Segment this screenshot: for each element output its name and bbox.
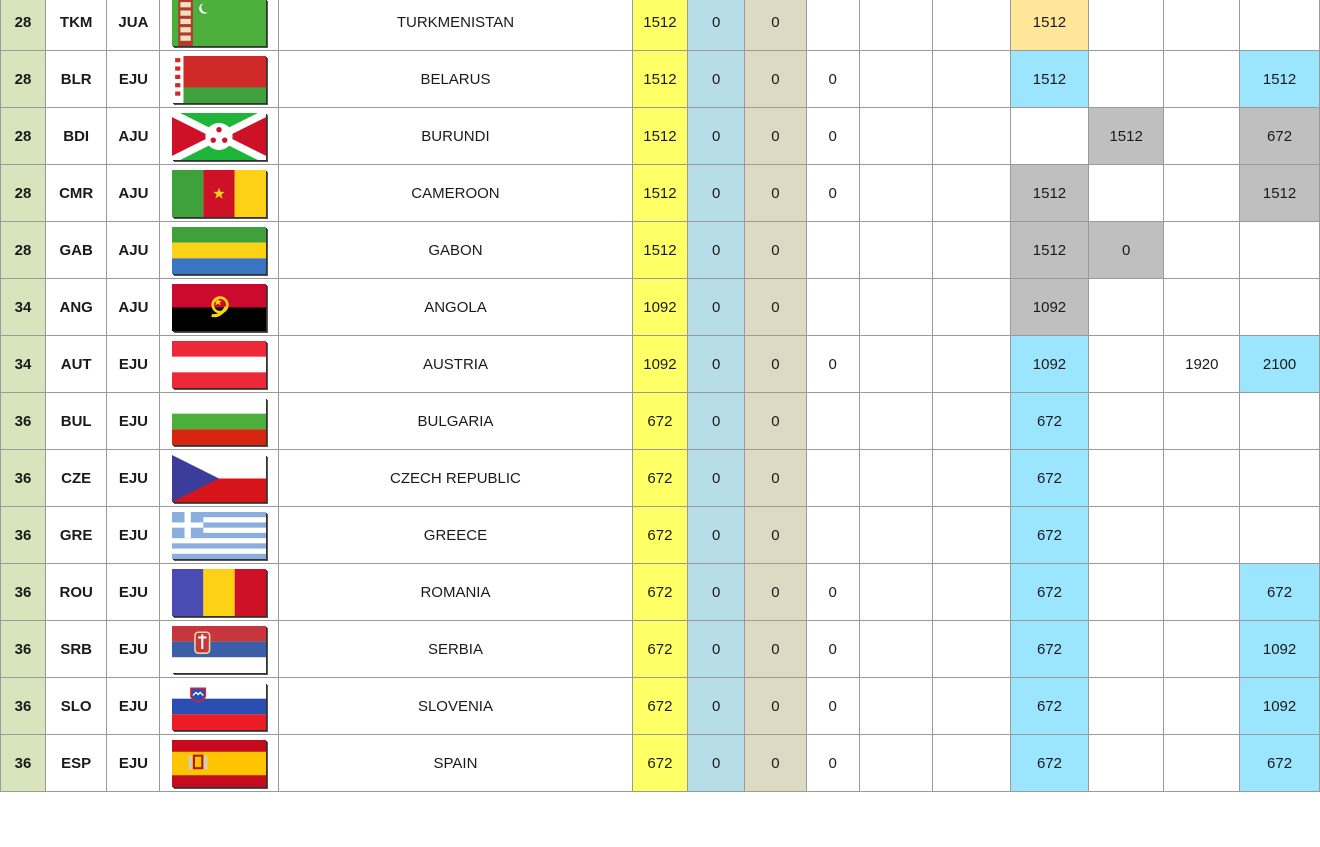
points-cell: 0 bbox=[688, 165, 745, 222]
burundi-flag-icon bbox=[172, 113, 266, 160]
points-cell: 0 bbox=[745, 450, 806, 507]
points-cell: 0 bbox=[745, 393, 806, 450]
event-points-cell bbox=[1240, 393, 1320, 450]
event-points-cell bbox=[1164, 108, 1240, 165]
table-row bbox=[1, 165, 1320, 222]
event-points-cell: 672 bbox=[1240, 108, 1320, 165]
flag-cell bbox=[160, 279, 279, 336]
ranking-rows bbox=[1, 0, 1320, 792]
points-cell bbox=[859, 393, 933, 450]
country-code-cell: BUL bbox=[45, 393, 106, 450]
points-cell: 0 bbox=[745, 678, 806, 735]
country-code-cell: ROU bbox=[45, 564, 106, 621]
union-cell: EJU bbox=[107, 450, 160, 507]
table-row bbox=[1, 735, 1320, 792]
event-points-cell bbox=[1088, 678, 1164, 735]
points-cell bbox=[933, 393, 1011, 450]
points-cell: 0 bbox=[688, 108, 745, 165]
points-cell bbox=[859, 678, 933, 735]
points-cell bbox=[933, 564, 1011, 621]
flag-cell bbox=[160, 507, 279, 564]
points-cell bbox=[859, 336, 933, 393]
event-points-cell bbox=[1088, 336, 1164, 393]
rank-cell: 34 bbox=[1, 336, 46, 393]
total-points-cell: 672 bbox=[632, 393, 687, 450]
event-points-cell bbox=[1088, 450, 1164, 507]
event-points-cell: 1512 bbox=[1240, 165, 1320, 222]
event-points-cell: 672 bbox=[1011, 507, 1089, 564]
points-cell: 0 bbox=[806, 735, 859, 792]
event-points-cell: 1512 bbox=[1011, 0, 1089, 51]
event-points-cell: 0 bbox=[1088, 222, 1164, 279]
flag-cell bbox=[160, 450, 279, 507]
points-cell: 0 bbox=[688, 735, 745, 792]
country-code-cell: CMR bbox=[45, 165, 106, 222]
country-code-cell: CZE bbox=[45, 450, 106, 507]
rank-cell: 36 bbox=[1, 393, 46, 450]
points-cell bbox=[859, 222, 933, 279]
total-points-cell: 672 bbox=[632, 450, 687, 507]
table-row bbox=[1, 450, 1320, 507]
event-points-cell bbox=[1240, 450, 1320, 507]
table-row bbox=[1, 51, 1320, 108]
points-cell: 0 bbox=[688, 393, 745, 450]
total-points-cell: 672 bbox=[632, 735, 687, 792]
table-row bbox=[1, 108, 1320, 165]
points-cell bbox=[933, 0, 1011, 51]
total-points-cell: 1092 bbox=[632, 336, 687, 393]
flag-cell bbox=[160, 735, 279, 792]
event-points-cell: 1512 bbox=[1011, 165, 1089, 222]
points-cell bbox=[806, 0, 859, 51]
event-points-cell bbox=[1164, 450, 1240, 507]
points-cell: 0 bbox=[745, 108, 806, 165]
event-points-cell bbox=[1164, 735, 1240, 792]
country-name-cell: BELARUS bbox=[279, 51, 633, 108]
points-cell bbox=[859, 279, 933, 336]
points-cell: 0 bbox=[688, 564, 745, 621]
country-name-cell: CAMEROON bbox=[279, 165, 633, 222]
points-cell: 0 bbox=[688, 507, 745, 564]
points-cell bbox=[933, 279, 1011, 336]
points-cell bbox=[933, 51, 1011, 108]
points-cell: 0 bbox=[745, 279, 806, 336]
points-cell: 0 bbox=[806, 678, 859, 735]
points-cell bbox=[859, 564, 933, 621]
union-cell: EJU bbox=[107, 678, 160, 735]
romania-flag-icon bbox=[172, 569, 266, 616]
points-cell bbox=[933, 450, 1011, 507]
country-code-cell: AUT bbox=[45, 336, 106, 393]
event-points-cell bbox=[1088, 621, 1164, 678]
flag-cell bbox=[160, 108, 279, 165]
rank-cell: 36 bbox=[1, 735, 46, 792]
country-code-cell: ANG bbox=[45, 279, 106, 336]
rank-cell: 28 bbox=[1, 108, 46, 165]
gabon-flag-icon bbox=[172, 227, 266, 274]
points-cell: 0 bbox=[745, 0, 806, 51]
points-cell: 0 bbox=[745, 222, 806, 279]
points-cell: 0 bbox=[688, 678, 745, 735]
union-cell: EJU bbox=[107, 51, 160, 108]
rank-cell: 28 bbox=[1, 165, 46, 222]
points-cell: 0 bbox=[806, 564, 859, 621]
points-cell bbox=[859, 507, 933, 564]
points-cell bbox=[859, 0, 933, 51]
event-points-cell bbox=[1088, 51, 1164, 108]
event-points-cell bbox=[1240, 222, 1320, 279]
points-cell bbox=[859, 108, 933, 165]
points-cell bbox=[933, 336, 1011, 393]
event-points-cell: 1512 bbox=[1011, 51, 1089, 108]
event-points-cell bbox=[1240, 0, 1320, 51]
country-name-cell: BULGARIA bbox=[279, 393, 633, 450]
event-points-cell: 1092 bbox=[1240, 678, 1320, 735]
event-points-cell bbox=[1164, 165, 1240, 222]
union-cell: EJU bbox=[107, 507, 160, 564]
event-points-cell bbox=[1088, 279, 1164, 336]
points-cell bbox=[859, 51, 933, 108]
country-code-cell: TKM bbox=[45, 0, 106, 51]
event-points-cell: 672 bbox=[1240, 564, 1320, 621]
country-code-cell: ESP bbox=[45, 735, 106, 792]
rank-cell: 36 bbox=[1, 507, 46, 564]
points-cell bbox=[806, 450, 859, 507]
points-cell bbox=[859, 450, 933, 507]
event-points-cell: 2100 bbox=[1240, 336, 1320, 393]
total-points-cell: 672 bbox=[632, 507, 687, 564]
points-cell: 0 bbox=[806, 51, 859, 108]
points-cell: 0 bbox=[806, 336, 859, 393]
bulgaria-flag-icon bbox=[172, 398, 266, 445]
points-cell bbox=[933, 165, 1011, 222]
points-cell bbox=[806, 507, 859, 564]
rank-cell: 28 bbox=[1, 51, 46, 108]
table-row bbox=[1, 621, 1320, 678]
event-points-cell: 672 bbox=[1011, 393, 1089, 450]
country-name-cell: ANGOLA bbox=[279, 279, 633, 336]
country-name-cell: SLOVENIA bbox=[279, 678, 633, 735]
rank-cell: 36 bbox=[1, 564, 46, 621]
event-points-cell bbox=[1088, 165, 1164, 222]
union-cell: EJU bbox=[107, 393, 160, 450]
event-points-cell bbox=[1164, 678, 1240, 735]
points-cell: 0 bbox=[688, 336, 745, 393]
serbia-flag-icon bbox=[172, 626, 266, 673]
event-points-cell bbox=[1088, 507, 1164, 564]
union-cell: JUA bbox=[107, 0, 160, 51]
points-cell: 0 bbox=[745, 621, 806, 678]
rank-cell: 36 bbox=[1, 450, 46, 507]
total-points-cell: 1512 bbox=[632, 0, 687, 51]
event-points-cell: 1512 bbox=[1011, 222, 1089, 279]
spain-flag-icon bbox=[172, 740, 266, 787]
union-cell: AJU bbox=[107, 279, 160, 336]
rank-cell: 28 bbox=[1, 0, 46, 51]
flag-cell bbox=[160, 678, 279, 735]
flag-cell bbox=[160, 393, 279, 450]
event-points-cell: 672 bbox=[1011, 735, 1089, 792]
union-cell: EJU bbox=[107, 621, 160, 678]
total-points-cell: 1512 bbox=[632, 222, 687, 279]
country-name-cell: CZECH REPUBLIC bbox=[279, 450, 633, 507]
rank-cell: 28 bbox=[1, 222, 46, 279]
event-points-cell bbox=[1164, 564, 1240, 621]
cameroon-flag-icon bbox=[172, 170, 266, 217]
event-points-cell: 672 bbox=[1011, 678, 1089, 735]
total-points-cell: 1092 bbox=[632, 279, 687, 336]
points-cell: 0 bbox=[806, 108, 859, 165]
points-cell: 0 bbox=[688, 279, 745, 336]
event-points-cell bbox=[1164, 51, 1240, 108]
rank-cell: 36 bbox=[1, 678, 46, 735]
table-row bbox=[1, 279, 1320, 336]
points-cell bbox=[933, 108, 1011, 165]
event-points-cell bbox=[1164, 507, 1240, 564]
country-name-cell: SPAIN bbox=[279, 735, 633, 792]
points-cell bbox=[806, 393, 859, 450]
country-name-cell: ROMANIA bbox=[279, 564, 633, 621]
slovenia-flag-icon bbox=[172, 683, 266, 730]
total-points-cell: 1512 bbox=[632, 51, 687, 108]
event-points-cell: 1512 bbox=[1240, 51, 1320, 108]
table-row bbox=[1, 678, 1320, 735]
event-points-cell bbox=[1164, 393, 1240, 450]
union-cell: EJU bbox=[107, 336, 160, 393]
flag-cell bbox=[160, 51, 279, 108]
points-cell: 0 bbox=[745, 165, 806, 222]
country-name-cell: TURKMENISTAN bbox=[279, 0, 633, 51]
points-cell: 0 bbox=[688, 621, 745, 678]
event-points-cell bbox=[1164, 279, 1240, 336]
country-name-cell: AUSTRIA bbox=[279, 336, 633, 393]
points-cell: 0 bbox=[688, 222, 745, 279]
total-points-cell: 1512 bbox=[632, 108, 687, 165]
event-points-cell: 1920 bbox=[1164, 336, 1240, 393]
table-row bbox=[1, 0, 1320, 51]
event-points-cell: 672 bbox=[1011, 621, 1089, 678]
points-cell: 0 bbox=[806, 621, 859, 678]
points-cell bbox=[933, 621, 1011, 678]
rank-cell: 34 bbox=[1, 279, 46, 336]
country-code-cell: GAB bbox=[45, 222, 106, 279]
union-cell: AJU bbox=[107, 165, 160, 222]
belarus-flag-icon bbox=[172, 56, 266, 103]
points-cell bbox=[806, 279, 859, 336]
event-points-cell bbox=[1011, 108, 1089, 165]
event-points-cell bbox=[1164, 222, 1240, 279]
table-row bbox=[1, 336, 1320, 393]
total-points-cell: 672 bbox=[632, 564, 687, 621]
points-cell bbox=[806, 222, 859, 279]
total-points-cell: 1512 bbox=[632, 165, 687, 222]
rank-cell: 36 bbox=[1, 621, 46, 678]
union-cell: EJU bbox=[107, 735, 160, 792]
points-cell: 0 bbox=[688, 450, 745, 507]
points-cell bbox=[859, 735, 933, 792]
event-points-cell: 672 bbox=[1240, 735, 1320, 792]
points-cell: 0 bbox=[745, 51, 806, 108]
points-cell: 0 bbox=[745, 507, 806, 564]
table-row bbox=[1, 222, 1320, 279]
table-row bbox=[1, 393, 1320, 450]
event-points-cell bbox=[1240, 279, 1320, 336]
points-cell bbox=[859, 621, 933, 678]
event-points-cell: 1092 bbox=[1240, 621, 1320, 678]
points-cell: 0 bbox=[745, 735, 806, 792]
country-name-cell: GABON bbox=[279, 222, 633, 279]
event-points-cell: 672 bbox=[1011, 450, 1089, 507]
points-cell bbox=[859, 165, 933, 222]
event-points-cell bbox=[1088, 393, 1164, 450]
union-cell: AJU bbox=[107, 222, 160, 279]
country-code-cell: SLO bbox=[45, 678, 106, 735]
country-name-cell: SERBIA bbox=[279, 621, 633, 678]
points-cell bbox=[933, 678, 1011, 735]
event-points-cell: 672 bbox=[1011, 564, 1089, 621]
table-row bbox=[1, 564, 1320, 621]
greece-flag-icon bbox=[172, 512, 266, 559]
event-points-cell bbox=[1164, 0, 1240, 51]
event-points-cell bbox=[1088, 0, 1164, 51]
event-points-cell bbox=[1088, 564, 1164, 621]
flag-cell bbox=[160, 165, 279, 222]
table-row bbox=[1, 507, 1320, 564]
event-points-cell: 1092 bbox=[1011, 279, 1089, 336]
country-name-cell: BURUNDI bbox=[279, 108, 633, 165]
points-cell bbox=[933, 222, 1011, 279]
total-points-cell: 672 bbox=[632, 678, 687, 735]
country-code-cell: BDI bbox=[45, 108, 106, 165]
points-cell: 0 bbox=[688, 51, 745, 108]
union-cell: AJU bbox=[107, 108, 160, 165]
event-points-cell bbox=[1164, 621, 1240, 678]
flag-cell bbox=[160, 336, 279, 393]
total-points-cell: 672 bbox=[632, 621, 687, 678]
country-name-cell: GREECE bbox=[279, 507, 633, 564]
austria-flag-icon bbox=[172, 341, 266, 388]
flag-cell bbox=[160, 222, 279, 279]
czech-flag-icon bbox=[172, 455, 266, 502]
points-cell: 0 bbox=[745, 564, 806, 621]
points-cell bbox=[933, 735, 1011, 792]
points-cell bbox=[933, 507, 1011, 564]
flag-cell bbox=[160, 564, 279, 621]
country-code-cell: BLR bbox=[45, 51, 106, 108]
points-cell: 0 bbox=[688, 0, 745, 51]
event-points-cell bbox=[1088, 735, 1164, 792]
points-cell: 0 bbox=[806, 165, 859, 222]
angola-flag-icon bbox=[172, 284, 266, 331]
flag-cell bbox=[160, 621, 279, 678]
flag-cell bbox=[160, 0, 279, 51]
turkmenistan-flag-icon bbox=[172, 0, 266, 46]
union-cell: EJU bbox=[107, 564, 160, 621]
event-points-cell bbox=[1240, 507, 1320, 564]
event-points-cell: 1512 bbox=[1088, 108, 1164, 165]
points-cell: 0 bbox=[745, 336, 806, 393]
country-code-cell: SRB bbox=[45, 621, 106, 678]
event-points-cell: 1092 bbox=[1011, 336, 1089, 393]
country-code-cell: GRE bbox=[45, 507, 106, 564]
